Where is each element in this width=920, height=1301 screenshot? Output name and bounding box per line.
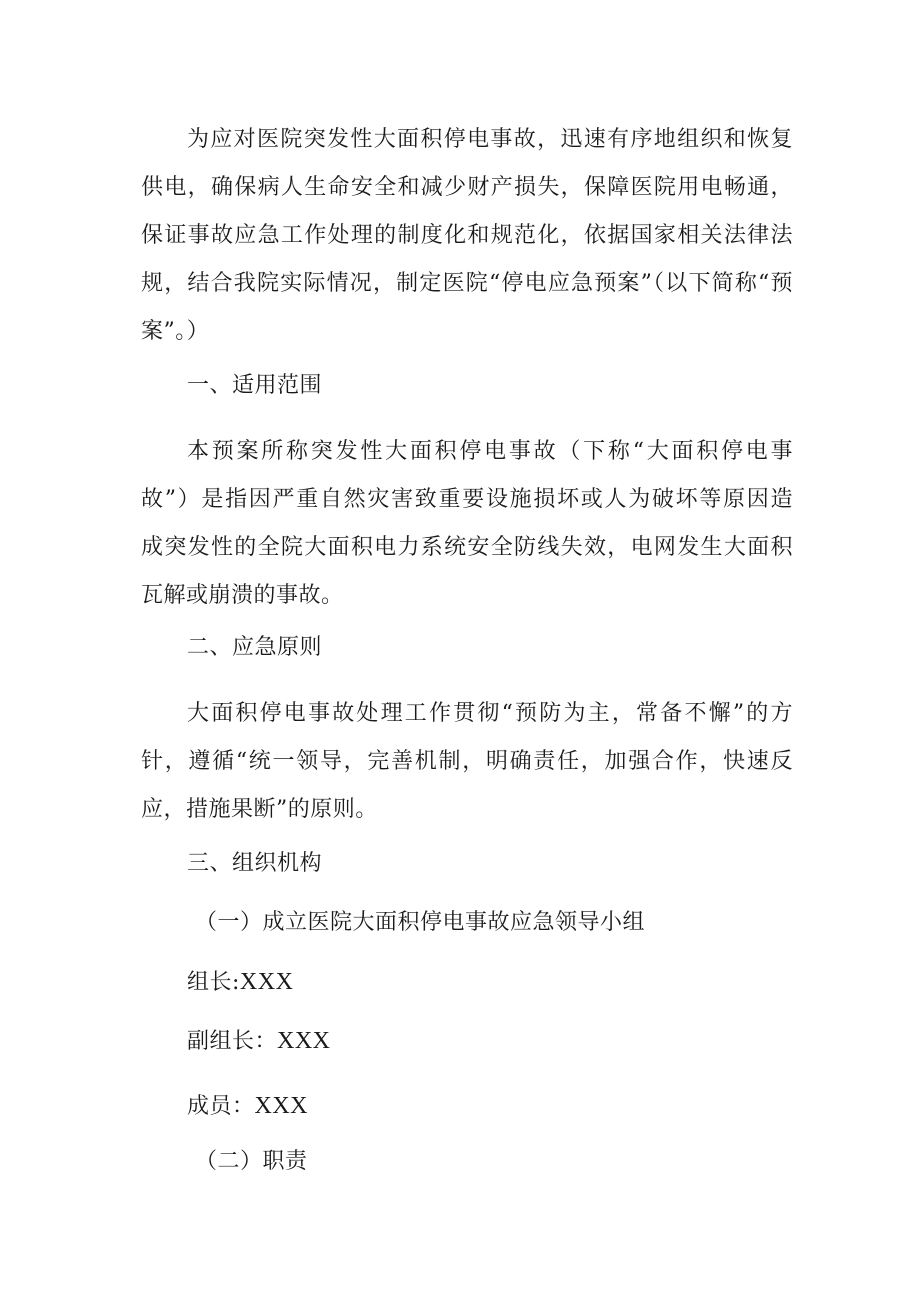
deputy-value: XXX: [277, 1028, 331, 1054]
principles-line-1: 大面积停电事故处理工作贯彻“预防为主，常备不懈”的方: [187, 701, 793, 726]
subsection-heading-duties: [195, 1146, 847, 1178]
section-heading-principles: [187, 632, 839, 664]
intro-line-1: 为应对医院突发性大面积停电事故，迅速有序地组织和恢复: [187, 127, 793, 152]
intro-paragraph: [141, 116, 793, 356]
section-heading-text: 二、应急原则: [187, 635, 323, 660]
scope-line-3: 成突发性的全院大面积电力系统安全防线失效，电网发生大面积: [141, 535, 793, 560]
subsection-heading-text: （二）职责: [195, 1149, 308, 1174]
intro-line-5: 案”。）: [141, 319, 210, 344]
subsection-heading-leadership: [195, 907, 847, 939]
scope-line-2: 故”）是指因严重自然灾害致重要设施损坏或人为破坏等原因造: [141, 487, 793, 512]
leader-value: XXX: [239, 969, 294, 995]
intro-line-3: 保证事故应急工作处理的制度化和规范化，依据国家相关法律法: [141, 223, 793, 248]
leader-label: 组长:: [187, 970, 240, 995]
scope-line-1: 本预案所称突发性大面积停电事故（下称“大面积停电事: [187, 439, 793, 464]
intro-line-2: 供电，确保病人生命安全和减少财产损失，保障医院用电畅通，: [141, 175, 793, 200]
section-heading-text: 一、适用范围: [187, 373, 323, 398]
members-label: 成员：: [187, 1094, 255, 1119]
principles-paragraph: [141, 690, 793, 834]
deputy-line: [187, 1025, 839, 1058]
subsection-heading-text: （一）成立医院大面积停电事故应急领导小组: [195, 910, 646, 935]
section-heading-text: 三、组织机构: [187, 851, 323, 876]
section-heading-scope: [187, 370, 839, 402]
members-line: [187, 1090, 839, 1123]
principles-line-3: 应，措施果断”的原则。: [141, 797, 378, 822]
intro-line-4: 规，结合我院实际情况，制定医院“停电应急预案”（以下简称“预: [141, 271, 793, 296]
leader-line: [187, 966, 839, 999]
scope-line-4: 瓦解或崩溃的事故。: [141, 583, 344, 608]
deputy-label: 副组长：: [187, 1029, 278, 1054]
principles-line-2: 针，遵循“统一领导，完善机制，明确责任，加强合作，快速反: [141, 749, 793, 774]
section-heading-organization: [187, 848, 839, 880]
scope-paragraph: [141, 428, 793, 620]
members-value: XXX: [254, 1093, 309, 1119]
